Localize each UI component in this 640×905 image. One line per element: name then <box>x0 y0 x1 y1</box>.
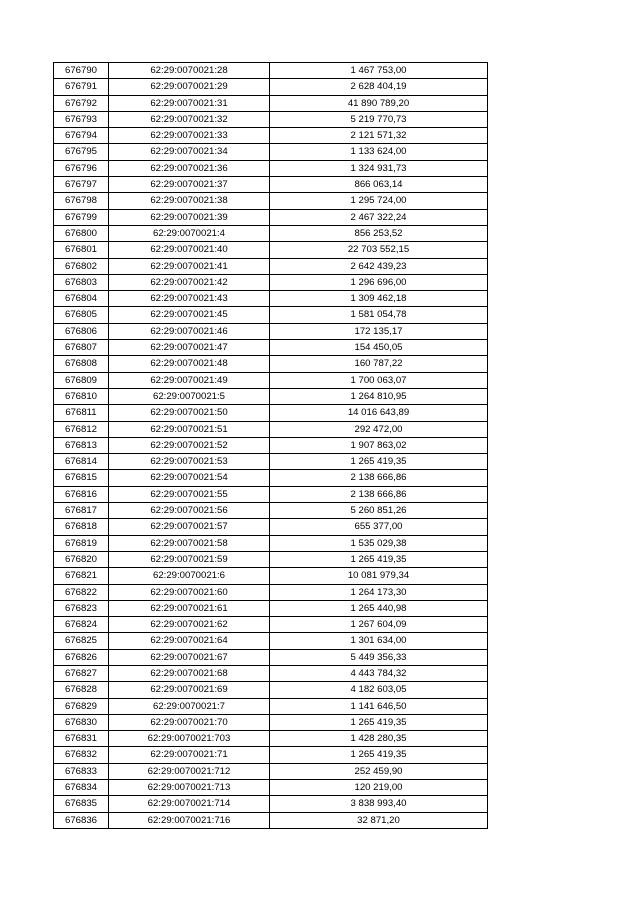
cadastral-number-cell: 62:29:0070021:31 <box>109 95 270 111</box>
cadastral-value-cell: 14 016 643,89 <box>270 405 488 421</box>
row-id-cell: 676798 <box>54 193 109 209</box>
cadastral-number-cell: 62:29:0070021:54 <box>109 470 270 486</box>
row-id-cell: 676804 <box>54 291 109 307</box>
cadastral-number-cell: 62:29:0070021:33 <box>109 128 270 144</box>
table-row <box>54 731 488 747</box>
cadastre-value-table <box>53 62 488 829</box>
cadastral-value-cell: 1 133 624,00 <box>270 144 488 160</box>
row-id-cell: 676792 <box>54 95 109 111</box>
table-row <box>54 144 488 160</box>
cadastral-value-cell: 160 787,22 <box>270 356 488 372</box>
table-row <box>54 665 488 681</box>
table-row <box>54 274 488 290</box>
row-id-cell: 676815 <box>54 470 109 486</box>
table-row <box>54 486 488 502</box>
cadastral-number-cell: 62:29:0070021:716 <box>109 812 270 828</box>
cadastral-value-cell: 1 535 029,38 <box>270 535 488 551</box>
cadastral-number-cell: 62:29:0070021:32 <box>109 111 270 127</box>
cadastral-value-cell: 1 907 863,02 <box>270 437 488 453</box>
cadastral-value-cell: 2 642 439,23 <box>270 258 488 274</box>
table-row <box>54 617 488 633</box>
row-id-cell: 676806 <box>54 323 109 339</box>
row-id-cell: 676799 <box>54 209 109 225</box>
table-row <box>54 291 488 307</box>
cadastral-number-cell: 62:29:0070021:714 <box>109 796 270 812</box>
row-id-cell: 676823 <box>54 600 109 616</box>
table-row <box>54 356 488 372</box>
cadastral-number-cell: 62:29:0070021:50 <box>109 405 270 421</box>
row-id-cell: 676826 <box>54 649 109 665</box>
table-row <box>54 160 488 176</box>
cadastral-value-cell: 1 265 419,35 <box>270 714 488 730</box>
cadastral-value-cell: 5 260 851,26 <box>270 503 488 519</box>
cadastral-value-cell: 41 890 789,20 <box>270 95 488 111</box>
cadastral-value-cell: 856 253,52 <box>270 225 488 241</box>
row-id-cell: 676828 <box>54 682 109 698</box>
cadastral-number-cell: 62:29:0070021:38 <box>109 193 270 209</box>
cadastral-number-cell: 62:29:0070021:703 <box>109 731 270 747</box>
cadastral-value-cell: 1 265 419,35 <box>270 454 488 470</box>
cadastral-value-cell: 172 135,17 <box>270 323 488 339</box>
row-id-cell: 676801 <box>54 242 109 258</box>
row-id-cell: 676832 <box>54 747 109 763</box>
row-id-cell: 676813 <box>54 437 109 453</box>
row-id-cell: 676821 <box>54 568 109 584</box>
cadastral-value-cell: 32 871,20 <box>270 812 488 828</box>
row-id-cell: 676824 <box>54 617 109 633</box>
table-row <box>54 535 488 551</box>
table-row <box>54 812 488 828</box>
cadastral-number-cell: 62:29:0070021:64 <box>109 633 270 649</box>
table-row <box>54 128 488 144</box>
cadastral-value-cell: 1 700 063,07 <box>270 372 488 388</box>
cadastral-number-cell: 62:29:0070021:67 <box>109 649 270 665</box>
cadastral-value-cell: 10 081 979,34 <box>270 568 488 584</box>
cadastral-value-cell: 1 141 646,50 <box>270 698 488 714</box>
row-id-cell: 676797 <box>54 177 109 193</box>
row-id-cell: 676812 <box>54 421 109 437</box>
row-id-cell: 676794 <box>54 128 109 144</box>
table-row <box>54 698 488 714</box>
table-row <box>54 79 488 95</box>
cadastral-value-cell: 5 219 770,73 <box>270 111 488 127</box>
table-row <box>54 682 488 698</box>
cadastral-number-cell: 62:29:0070021:43 <box>109 291 270 307</box>
table-row <box>54 747 488 763</box>
cadastral-value-cell: 4 443 784,32 <box>270 665 488 681</box>
table-row <box>54 780 488 796</box>
cadastral-number-cell: 62:29:0070021:57 <box>109 519 270 535</box>
table-row <box>54 421 488 437</box>
row-id-cell: 676827 <box>54 665 109 681</box>
row-id-cell: 676830 <box>54 714 109 730</box>
table-row <box>54 519 488 535</box>
cadastral-value-cell: 2 138 666,86 <box>270 486 488 502</box>
table-row <box>54 63 488 79</box>
row-id-cell: 676796 <box>54 160 109 176</box>
row-id-cell: 676816 <box>54 486 109 502</box>
cadastral-number-cell: 62:29:0070021:6 <box>109 568 270 584</box>
cadastral-number-cell: 62:29:0070021:52 <box>109 437 270 453</box>
table-row <box>54 796 488 812</box>
cadastral-value-cell: 1 581 054,78 <box>270 307 488 323</box>
table-row <box>54 111 488 127</box>
cadastral-number-cell: 62:29:0070021:7 <box>109 698 270 714</box>
cadastral-number-cell: 62:29:0070021:69 <box>109 682 270 698</box>
cadastral-value-cell: 252 459,90 <box>270 763 488 779</box>
cadastral-value-cell: 2 138 666,86 <box>270 470 488 486</box>
row-id-cell: 676810 <box>54 388 109 404</box>
row-id-cell: 676834 <box>54 780 109 796</box>
row-id-cell: 676822 <box>54 584 109 600</box>
cadastral-number-cell: 62:29:0070021:61 <box>109 600 270 616</box>
table-row <box>54 323 488 339</box>
cadastral-number-cell: 62:29:0070021:48 <box>109 356 270 372</box>
row-id-cell: 676829 <box>54 698 109 714</box>
table-row <box>54 600 488 616</box>
table-row <box>54 470 488 486</box>
cadastral-value-cell: 2 628 404,19 <box>270 79 488 95</box>
cadastral-number-cell: 62:29:0070021:71 <box>109 747 270 763</box>
cadastral-value-cell: 292 472,00 <box>270 421 488 437</box>
table-row <box>54 551 488 567</box>
row-id-cell: 676790 <box>54 63 109 79</box>
table-row <box>54 225 488 241</box>
cadastral-value-cell: 4 182 603,05 <box>270 682 488 698</box>
cadastral-number-cell: 62:29:0070021:60 <box>109 584 270 600</box>
table-row <box>54 584 488 600</box>
row-id-cell: 676831 <box>54 731 109 747</box>
cadastral-value-cell: 866 063,14 <box>270 177 488 193</box>
cadastral-value-cell: 1 265 419,35 <box>270 747 488 763</box>
row-id-cell: 676808 <box>54 356 109 372</box>
row-id-cell: 676807 <box>54 340 109 356</box>
cadastral-value-cell: 1 267 604,09 <box>270 617 488 633</box>
cadastral-value-cell: 2 467 322,24 <box>270 209 488 225</box>
table-row <box>54 437 488 453</box>
row-id-cell: 676809 <box>54 372 109 388</box>
table-row <box>54 633 488 649</box>
cadastral-value-cell: 154 450,05 <box>270 340 488 356</box>
row-id-cell: 676817 <box>54 503 109 519</box>
cadastral-number-cell: 62:29:0070021:49 <box>109 372 270 388</box>
row-id-cell: 676795 <box>54 144 109 160</box>
row-id-cell: 676818 <box>54 519 109 535</box>
cadastral-number-cell: 62:29:0070021:56 <box>109 503 270 519</box>
cadastral-value-cell: 1 309 462,18 <box>270 291 488 307</box>
table-row <box>54 95 488 111</box>
cadastral-value-cell: 1 265 419,35 <box>270 551 488 567</box>
cadastral-value-cell: 1 264 810,95 <box>270 388 488 404</box>
cadastral-number-cell: 62:29:0070021:70 <box>109 714 270 730</box>
table-row <box>54 568 488 584</box>
cadastral-value-cell: 1 324 931,73 <box>270 160 488 176</box>
cadastral-value-cell: 1 428 280,35 <box>270 731 488 747</box>
row-id-cell: 676803 <box>54 274 109 290</box>
cadastral-number-cell: 62:29:0070021:36 <box>109 160 270 176</box>
cadastral-number-cell: 62:29:0070021:712 <box>109 763 270 779</box>
cadastral-number-cell: 62:29:0070021:5 <box>109 388 270 404</box>
row-id-cell: 676825 <box>54 633 109 649</box>
cadastral-number-cell: 62:29:0070021:41 <box>109 258 270 274</box>
row-id-cell: 676820 <box>54 551 109 567</box>
cadastral-value-cell: 5 449 356,33 <box>270 649 488 665</box>
cadastral-number-cell: 62:29:0070021:55 <box>109 486 270 502</box>
cadastral-value-cell: 1 264 173,30 <box>270 584 488 600</box>
row-id-cell: 676819 <box>54 535 109 551</box>
row-id-cell: 676791 <box>54 79 109 95</box>
table-row <box>54 503 488 519</box>
cadastral-number-cell: 62:29:0070021:37 <box>109 177 270 193</box>
cadastral-value-cell: 120 219,00 <box>270 780 488 796</box>
cadastral-value-cell: 3 838 993,40 <box>270 796 488 812</box>
row-id-cell: 676811 <box>54 405 109 421</box>
cadastral-number-cell: 62:29:0070021:46 <box>109 323 270 339</box>
cadastral-number-cell: 62:29:0070021:34 <box>109 144 270 160</box>
cadastral-value-cell: 22 703 552,15 <box>270 242 488 258</box>
table-row <box>54 649 488 665</box>
cadastral-number-cell: 62:29:0070021:4 <box>109 225 270 241</box>
table-row <box>54 340 488 356</box>
row-id-cell: 676836 <box>54 812 109 828</box>
cadastral-number-cell: 62:29:0070021:29 <box>109 79 270 95</box>
row-id-cell: 676835 <box>54 796 109 812</box>
table-row <box>54 763 488 779</box>
cadastral-number-cell: 62:29:0070021:42 <box>109 274 270 290</box>
table-row <box>54 193 488 209</box>
cadastral-number-cell: 62:29:0070021:59 <box>109 551 270 567</box>
cadastral-value-cell: 655 377,00 <box>270 519 488 535</box>
table-body <box>54 63 488 829</box>
cadastral-value-cell: 2 121 571,32 <box>270 128 488 144</box>
cadastral-number-cell: 62:29:0070021:51 <box>109 421 270 437</box>
table-row <box>54 714 488 730</box>
row-id-cell: 676800 <box>54 225 109 241</box>
cadastral-number-cell: 62:29:0070021:39 <box>109 209 270 225</box>
table-row <box>54 454 488 470</box>
row-id-cell: 676805 <box>54 307 109 323</box>
cadastral-number-cell: 62:29:0070021:53 <box>109 454 270 470</box>
row-id-cell: 676814 <box>54 454 109 470</box>
table-row <box>54 258 488 274</box>
table-row <box>54 372 488 388</box>
cadastral-number-cell: 62:29:0070021:713 <box>109 780 270 796</box>
cadastral-value-cell: 1 295 724,00 <box>270 193 488 209</box>
cadastral-number-cell: 62:29:0070021:28 <box>109 63 270 79</box>
table-row <box>54 242 488 258</box>
table-row <box>54 177 488 193</box>
table-row <box>54 388 488 404</box>
cadastral-number-cell: 62:29:0070021:68 <box>109 665 270 681</box>
cadastral-value-cell: 1 265 440,98 <box>270 600 488 616</box>
row-id-cell: 676793 <box>54 111 109 127</box>
cadastral-number-cell: 62:29:0070021:45 <box>109 307 270 323</box>
cadastral-value-cell: 1 301 634,00 <box>270 633 488 649</box>
cadastral-value-cell: 1 467 753,00 <box>270 63 488 79</box>
cadastral-number-cell: 62:29:0070021:47 <box>109 340 270 356</box>
row-id-cell: 676833 <box>54 763 109 779</box>
table-row <box>54 307 488 323</box>
row-id-cell: 676802 <box>54 258 109 274</box>
cadastral-value-cell: 1 296 696,00 <box>270 274 488 290</box>
cadastral-number-cell: 62:29:0070021:40 <box>109 242 270 258</box>
cadastral-number-cell: 62:29:0070021:58 <box>109 535 270 551</box>
table-row <box>54 405 488 421</box>
cadastral-number-cell: 62:29:0070021:62 <box>109 617 270 633</box>
table-row <box>54 209 488 225</box>
